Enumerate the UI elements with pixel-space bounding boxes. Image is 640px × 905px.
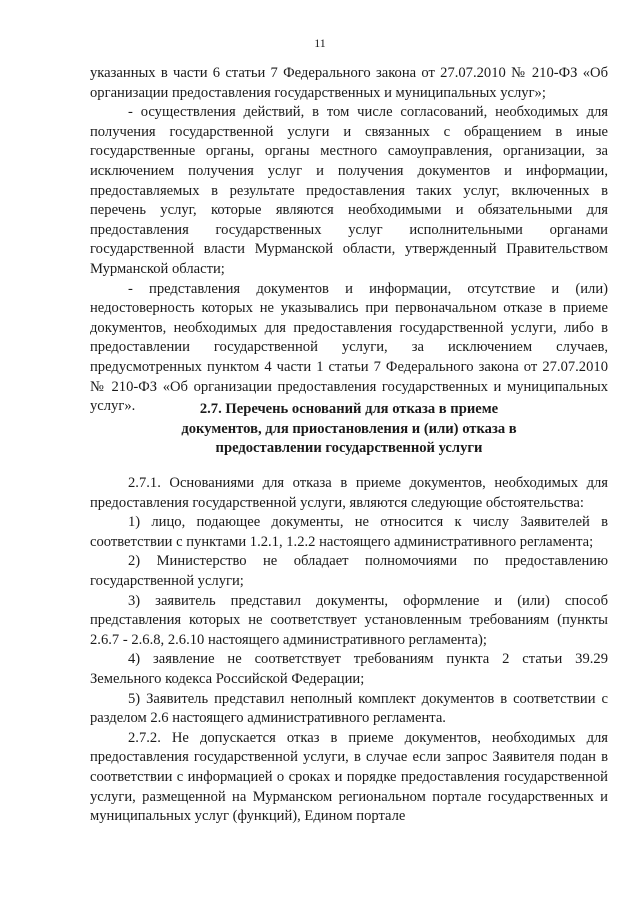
section-heading-line: предоставлении государственной услуги [215,440,483,456]
section-heading [90,400,608,459]
page-number: 11 [314,36,326,50]
body-text-block [90,474,608,827]
paragraph-actions: - осуществления действий, в том числе согласований, необходимых для получения государственной услуги и связанных с обращением в иные государственные органы, органы местного самоуправления, организации, за исключением получения услуг и получения документов и информации, предоставляемых в результате предоставления таких услуг, включенных в перечень услуг, которые являются необходимыми и обязательными для предоставления государственных услуг исполнительными органами государственной власти Мурманской области, утвержденный Правительством Мурманской области; [90,104,608,277]
paragraph-2-7-2: 2.7.2. Не допускается отказ в приеме документов, необходимых для предоставления государственной услуги, в случае если запрос Заявителя подан в соответствии с информацией о сроках и порядке предоставления государственной услуги, размещенной на Мурманском региональном портале государственных и муниципальных услуг (функций), Едином портале [90,729,608,825]
list-item-4: 4) заявление не соответствует требованиям пункта 2 статьи 39.29 Земельного кодекса Российской Федерации; [90,651,608,687]
paragraph-documents: - представления документов и информации, отсутствие и (или) недостоверность которых не указывались при первоначальном отказе в приеме документов, необходимых для предоставления государственной услуги, либо в предоставлении государственной услуги, за исключением случаев, предусмотренных пунктом 4 части 1 статьи 7 Федерального закона от 27.07.2010 № 210-ФЗ «Об организации предоставления государственных и муниципальных услуг». [90,280,608,415]
section-heading-line: 2.7. Перечень оснований для отказа в приеме [199,401,499,417]
list-item-3: 3) заявитель представил документы, оформление и (или) способ представления которых не соответствует установленным требованиям (пункты 2.6.7 - 2.6.8, 2.6.10 настоящего административного регламента); [90,592,608,648]
list-item-1: 1) лицо, подающее документы, не относится к числу Заявителей в соответствии с пунктами 1.2.1, 1.2.2 настоящего административного регламента; [90,514,608,550]
paragraph-2-7-1: 2.7.1. Основаниями для отказа в приеме документов, необходимых для предоставления государственной услуги, являются следующие обстоятельства: [90,475,608,511]
list-item-5: 5) Заявитель представил неполный комплект документов в соответствии с разделом 2.6 настоящего административного регламента. [90,690,608,727]
paragraph-continuation: указанных в части 6 статьи 7 Федерального закона от 27.07.2010 № 210-ФЗ «Об организации предоставления государственных и муниципальных услуг»; [90,65,608,101]
section-heading-line: документов, для приостановления и (или) отказа в [181,420,517,437]
list-item-2: 2) Министерство не обладает полномочиями по предоставлению государственной услуги; [90,553,608,589]
top-text-block [90,64,608,417]
